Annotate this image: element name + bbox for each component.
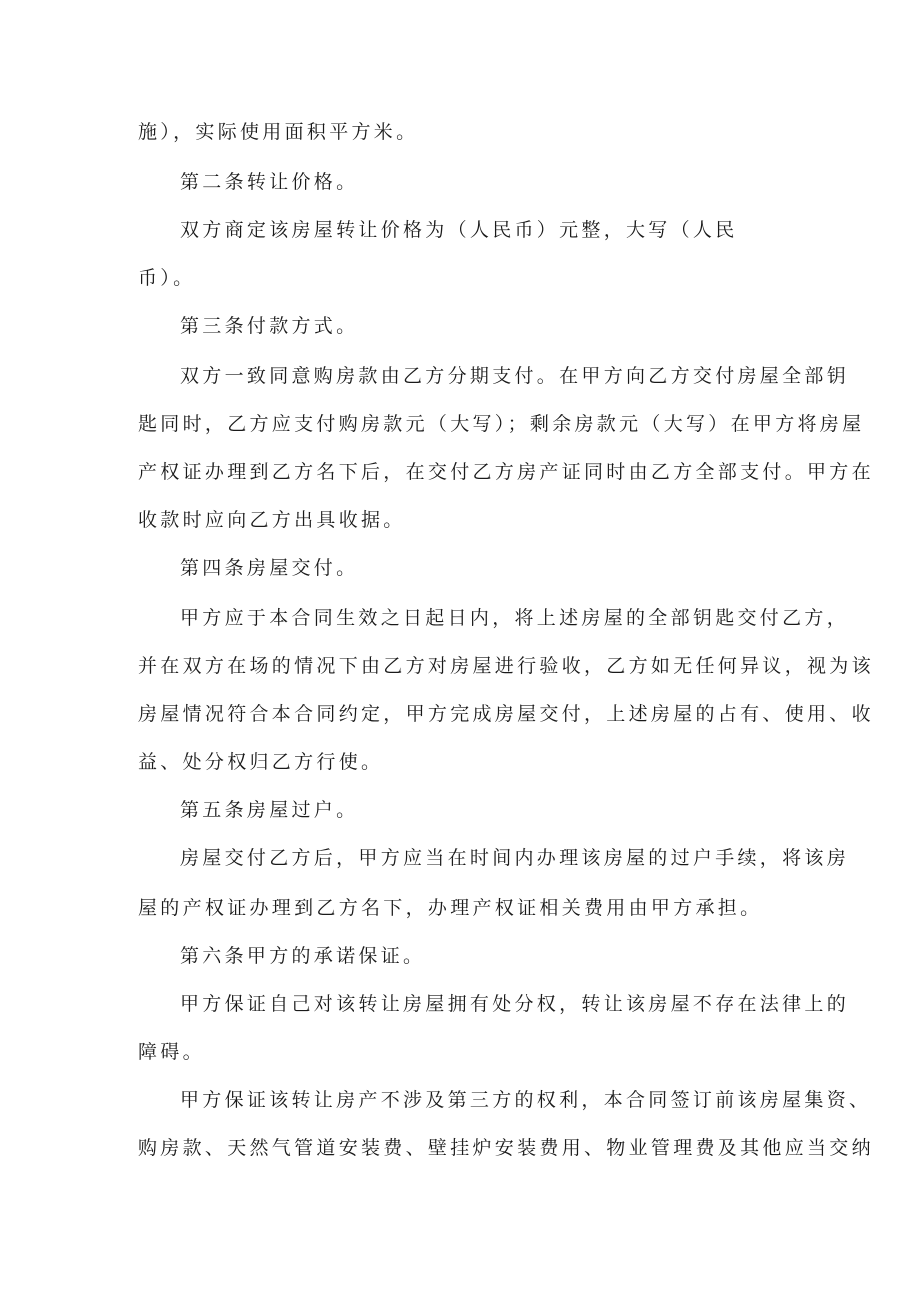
paragraph-line: 双方一致同意购房款由乙方分期支付。在甲方向乙方交付房屋全部钥 [180,365,850,387]
paragraph-line: 益、处分权归乙方行使。 [138,751,384,773]
paragraph-line: 购房款、天然气管道安装费、壁挂炉安装费用、物业管理费及其他应当交纳 [138,1137,874,1159]
paragraph-line: 甲方保证该转让房产不涉及第三方的权利，本合同签订前该房屋集资、 [180,1089,872,1111]
section-heading-3: 第三条付款方式。 [180,315,359,337]
section-heading-2: 第二条转让价格。 [180,171,359,193]
paragraph-line: 双方商定该房屋转让价格为（人民币）元整，大写（人民 [180,219,738,241]
paragraph-line: 甲方保证自己对该转让房屋拥有处分权，转让该房屋不存在法律上的 [180,993,850,1015]
paragraph-line: 施），实际使用面积平方米。 [138,121,419,143]
paragraph-line: 币）。 [138,267,196,289]
paragraph-line: 屋的产权证办理到乙方名下，办理产权证相关费用由甲方承担。 [138,897,763,919]
paragraph-line: 并在双方在场的情况下由乙方对房屋进行验收，乙方如无任何异议，视为该 [138,655,874,677]
paragraph-line: 产权证办理到乙方名下后，在交付乙方房产证同时由乙方全部支付。甲方在 [138,461,874,483]
paragraph-line: 甲方应于本合同生效之日起日内，将上述房屋的全部钥匙交付乙方， [180,607,850,629]
section-heading-4: 第四条房屋交付。 [180,557,359,579]
paragraph-line: 房屋交付乙方后，甲方应当在时间内办理该房屋的过户手续，将该房 [180,847,850,869]
section-heading-6: 第六条甲方的承诺保证。 [180,945,426,967]
paragraph-line: 匙同时，乙方应支付购房款元（大写）；剩余房款元（大写）在甲方将房屋 [138,413,865,435]
paragraph-line: 房屋情况符合本合同约定，甲方完成房屋交付，上述房屋的占有、使用、收 [138,703,874,725]
section-heading-5: 第五条房屋过户。 [180,799,359,821]
paragraph-line: 障碍。 [138,1041,205,1063]
paragraph-line: 收款时应向乙方出具收据。 [138,509,406,531]
